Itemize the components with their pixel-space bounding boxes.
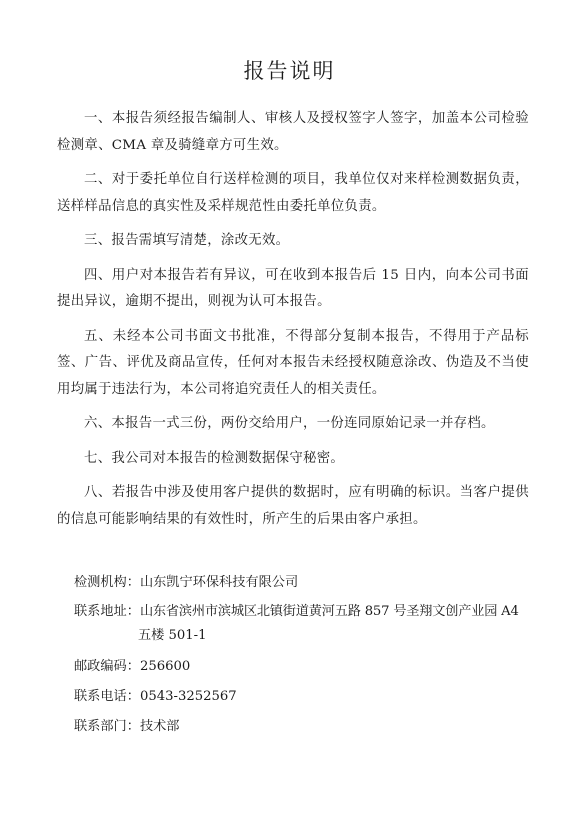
address-line-2: 五楼 501-1: [137, 628, 207, 643]
page-title: 报告说明: [243, 59, 336, 83]
dept-value: 技术部: [139, 719, 180, 734]
address-label: 联系地址：: [74, 604, 140, 619]
contact-dept-row: [74, 714, 534, 740]
org-value: 山东凯宁环保科技有限公司: [139, 575, 299, 590]
report-notes: [57, 106, 529, 541]
postcode-label: 邮政编码：: [74, 659, 140, 674]
note-item: 七、我公司对本报告的检测数据保守秘密。: [84, 450, 345, 466]
dept-label: 联系部门：: [74, 719, 140, 734]
note-item: 二、对于委托单位自行送样检测的项目，我单位仅对来样检测数据负责，送样样品信息的真实性及采样规范性由委托单位负责。: [57, 172, 529, 214]
contact-postcode-row: [74, 654, 534, 680]
note-item: 四、用户对本报告若有异议，可在收到本报告后 15 日内，向本公司书面提出异议，逾期不提出，则视为认可本报告。: [57, 267, 529, 309]
address-value: [137, 600, 520, 648]
note-item: 五、未经本公司书面文书批准，不得部分复制本报告，不得用于产品标签、广告、评优及商品宣传，任何对本报告未经授权随意涂改、伪造及不当使用均属于违法行为，本公司将追究责任人的相关责任。: [57, 328, 529, 397]
address-line-1: 山东省滨州市滨城区北镇街道黄河五路 857 号圣翔文创产业园 A4: [139, 604, 519, 619]
phone-label: 联系电话：: [74, 689, 140, 704]
note-item: 八、若报告中涉及使用客户提供的数据时，应有明确的标识。当客户提供的信息可能影响结果的有效性时，所产生的后果由客户承担。: [57, 485, 529, 527]
postcode-value: 256600: [139, 659, 191, 674]
note-item: 三、报告需填写清楚，涂改无效。: [84, 233, 290, 248]
note-item: 一、本报告须经报告编制人、审核人及授权签字人签字，加盖本公司检验检测章、CMA 章及骑缝章方可生效。: [57, 111, 529, 153]
org-label: 检测机构：: [74, 575, 140, 590]
contact-address-row: [74, 600, 534, 648]
note-item: 六、本报告一式三份，两份交给用户，一份连同原始记录一并存档。: [84, 416, 495, 431]
contact-phone-row: [74, 684, 534, 710]
contact-org-row: [74, 570, 534, 596]
phone-value: 0543-3252567: [139, 689, 237, 704]
contact-info: [74, 570, 534, 744]
